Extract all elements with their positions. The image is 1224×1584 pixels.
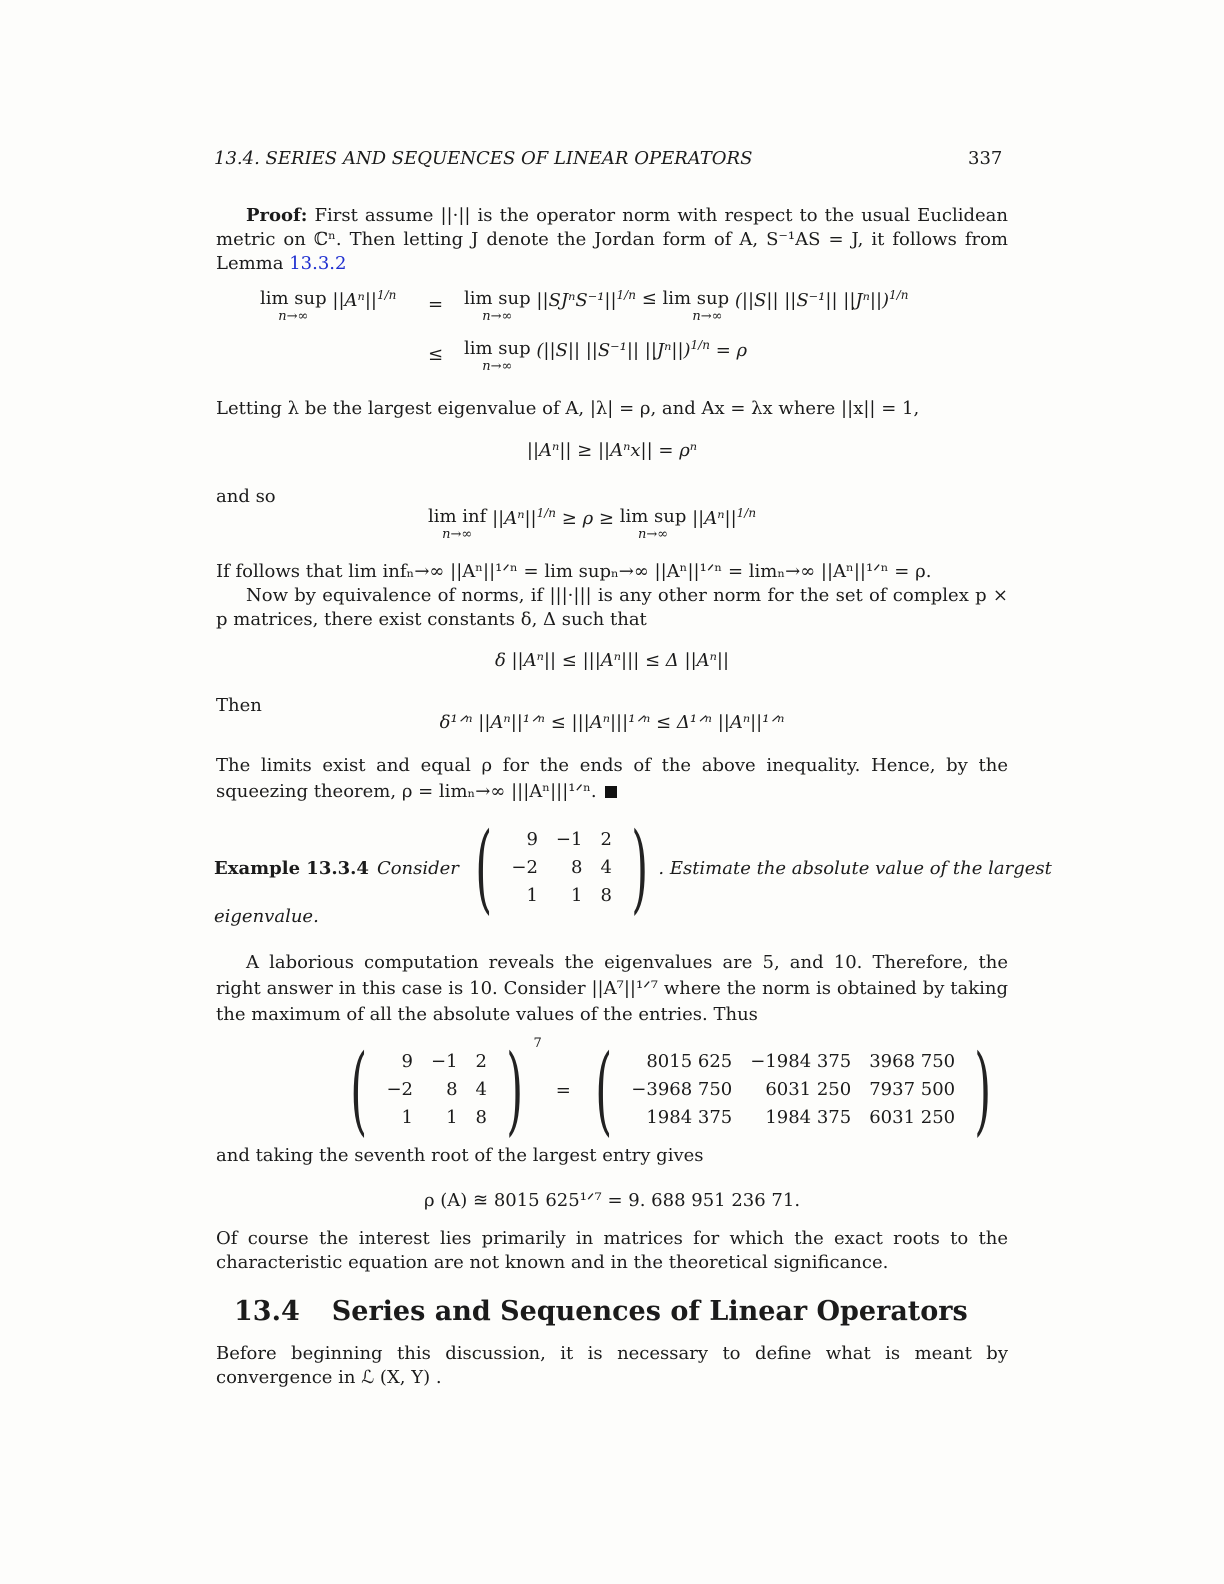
matrix-cell: 1984 375	[646, 1107, 733, 1128]
matrix-cell: 8015 625	[646, 1051, 733, 1072]
equation-liminf: lim inf n→∞ $||A^n||^{1/n} \ge \rho \ge \lim$ sup n→∞ $||A^n||^{1/n}$	[428, 506, 757, 542]
matrix-cell: 8	[571, 857, 583, 878]
matrix-cell: 9	[401, 1051, 413, 1072]
norm-expression: ||Aⁿ||	[332, 290, 377, 311]
matrix-row	[502, 882, 621, 910]
equals-sign: =	[555, 1079, 571, 1101]
example-matrix	[502, 826, 621, 910]
page-number: 337	[968, 148, 1003, 169]
equals-sign: =	[428, 294, 444, 315]
matrix-cell: 1984 375	[765, 1107, 852, 1128]
equation-matrix-power: ( 9 −1 2 −2 8 4 1 1 8 ) 7 = ( 8015 625 −1984 375 3968 750 −3968 750 6031 250 7937 500 1984 375 1984 375 6031 250 )	[350, 1034, 992, 1146]
left-paren-icon: (	[595, 1034, 612, 1146]
matrix-cell: 7937 500	[869, 1079, 956, 1100]
equation-norm-power: ||Aⁿ|| ≥ ||Aⁿx|| = ρⁿ	[526, 440, 698, 461]
equation-spectral-estimate: ρ (A) ≊ 8015 625¹ᐟ⁷ = 9. 688 951 236 71.	[423, 1190, 801, 1211]
proof-paragraph	[216, 204, 1008, 276]
paragraph-of-course: Of course the interest lies primarily in matrices for which the exact roots to the characteristic equation are not known and in the theoretical significance.	[216, 1228, 1008, 1273]
matrix-cell: 4	[600, 857, 612, 878]
matrix-row	[377, 1104, 496, 1132]
matrix-row	[622, 1076, 964, 1104]
matrix-cell: 1	[571, 885, 583, 906]
matrix-cell: 3968 750	[869, 1051, 956, 1072]
paragraph-follows: If follows that lim infₙ→∞ ||Aⁿ||¹ᐟⁿ = lim supₙ→∞ ||Aⁿ||¹ᐟⁿ = limₙ→∞ ||Aⁿ||¹ᐟⁿ = ρ.	[216, 561, 932, 582]
matrix-cell: −2	[511, 857, 538, 878]
matrix-cell: −1984 375	[750, 1051, 852, 1072]
left-paren-icon: (	[475, 812, 493, 924]
matrix-cell: 1	[446, 1107, 458, 1128]
example-eigenvalue: eigenvalue.	[214, 906, 319, 927]
matrix-cell: −3968 750	[631, 1079, 733, 1100]
right-paren-icon: )	[631, 812, 649, 924]
example-block	[214, 812, 1052, 924]
matrix-cell: 8	[600, 885, 612, 906]
text-then: Then	[216, 695, 262, 716]
proof-text: First assume ||·|| is the operator norm with respect to the usual Euclidean metric on ℂⁿ. Then letting J denote the Jordan form of A, S⁻¹AS = J, it follows from Lemma	[216, 205, 1008, 274]
right-paren-icon: )	[506, 1034, 524, 1146]
matrix-cell: 1	[526, 885, 538, 906]
equation-limsup-row2: lim sup n→∞ (||S|| ||S⁻¹|| ||Jⁿ||)$^{1/n}$ = ρ	[464, 338, 748, 374]
equation-limsup-middle: lim sup n→∞ $||SJ^nS^{-1}||^{1/n} \le \lim$ sup n→∞ (||S|| ||S⁻¹|| ||Jⁿ||)$^{1/n}$	[464, 288, 909, 324]
paragraph-limits: The limits exist and equal ρ for the ends of the above inequality. Hence, by the squeezing theorem, ρ = limₙ→∞ |||Aⁿ|||¹ᐟⁿ.	[216, 755, 1008, 802]
right-paren-icon: )	[974, 1034, 992, 1146]
example-label: Example 13.3.4	[214, 857, 369, 879]
matrix-cell: 8	[446, 1079, 458, 1100]
paragraph-seventh-root: and taking the seventh root of the largest entry gives	[216, 1145, 704, 1166]
matrix-cell: 6031 250	[869, 1107, 956, 1128]
matrix-row	[502, 854, 621, 882]
paragraph-equivalence: Now by equivalence of norms, if |||·||| is any other norm for the set of complex p × p matrices, there exist constants δ, Δ such that	[216, 585, 1008, 630]
result-matrix	[622, 1048, 964, 1132]
paragraph-before: Before beginning this discussion, it is necessary to define what is meant by convergence in ℒ (X, Y) .	[216, 1343, 1008, 1388]
base-matrix	[377, 1048, 496, 1132]
matrix-cell: 6031 250	[765, 1079, 852, 1100]
paragraph-laborious: A laborious computation reveals the eigenvalues are 5, and 10. Therefore, the right answer in this case is 10. Consider ||A⁷||¹ᐟ⁷ where the norm is obtained by taking the maximum of all the absolute values of the entries. Thus	[216, 952, 1008, 1025]
matrix-row	[622, 1104, 964, 1132]
text-and-so: and so	[216, 486, 276, 507]
example-question: . Estimate the absolute value of the largest	[658, 857, 1052, 879]
example-consider: Consider	[376, 857, 459, 879]
matrix-cell: 1	[401, 1107, 413, 1128]
matrix-row	[377, 1076, 496, 1104]
section-number: 13.4	[234, 1296, 300, 1327]
matrix-cell: −1	[431, 1051, 458, 1072]
paragraph-letting: Letting λ be the largest eigenvalue of A, |λ| = ρ, and Ax = λx where ||x|| = 1,	[216, 398, 920, 419]
left-paren-icon: (	[350, 1034, 368, 1146]
running-title: 13.4. SERIES AND SEQUENCES OF LINEAR OPERATORS	[214, 148, 753, 169]
section-heading	[234, 1296, 968, 1327]
equation-norm-bounds: δ ||Aⁿ|| ≤ |||Aⁿ||| ≤ Δ ||Aⁿ||	[494, 650, 730, 671]
equation-root-bounds: δ¹ᐟⁿ ||Aⁿ||¹ᐟⁿ ≤ |||Aⁿ|||¹ᐟⁿ ≤ Δ¹ᐟⁿ ||Aⁿ||¹ᐟⁿ	[439, 712, 785, 733]
lemma-link[interactable]: 13.3.2	[289, 253, 347, 274]
matrix-cell: 8	[475, 1107, 487, 1128]
matrix-cell: 2	[600, 829, 612, 850]
matrix-row	[377, 1048, 496, 1076]
matrix-cell: −1	[555, 829, 583, 850]
matrix-cell: 4	[475, 1079, 487, 1100]
matrix-cell: 9	[526, 829, 538, 850]
section-title: Series and Sequences of Linear Operators	[331, 1296, 968, 1327]
matrix-row	[622, 1048, 964, 1076]
qed-square-icon	[605, 786, 617, 798]
matrix-cell: 2	[475, 1051, 487, 1072]
equation-limsup-row1: lim sup n→∞ $||A^n||^{1/n}$	[260, 288, 397, 324]
proof-label: Proof:	[246, 205, 308, 226]
le-sign: ≤	[428, 344, 444, 365]
matrix-cell: −2	[386, 1079, 413, 1100]
limsup-operator: lim sup n→∞	[260, 288, 327, 324]
matrix-row	[502, 826, 621, 854]
